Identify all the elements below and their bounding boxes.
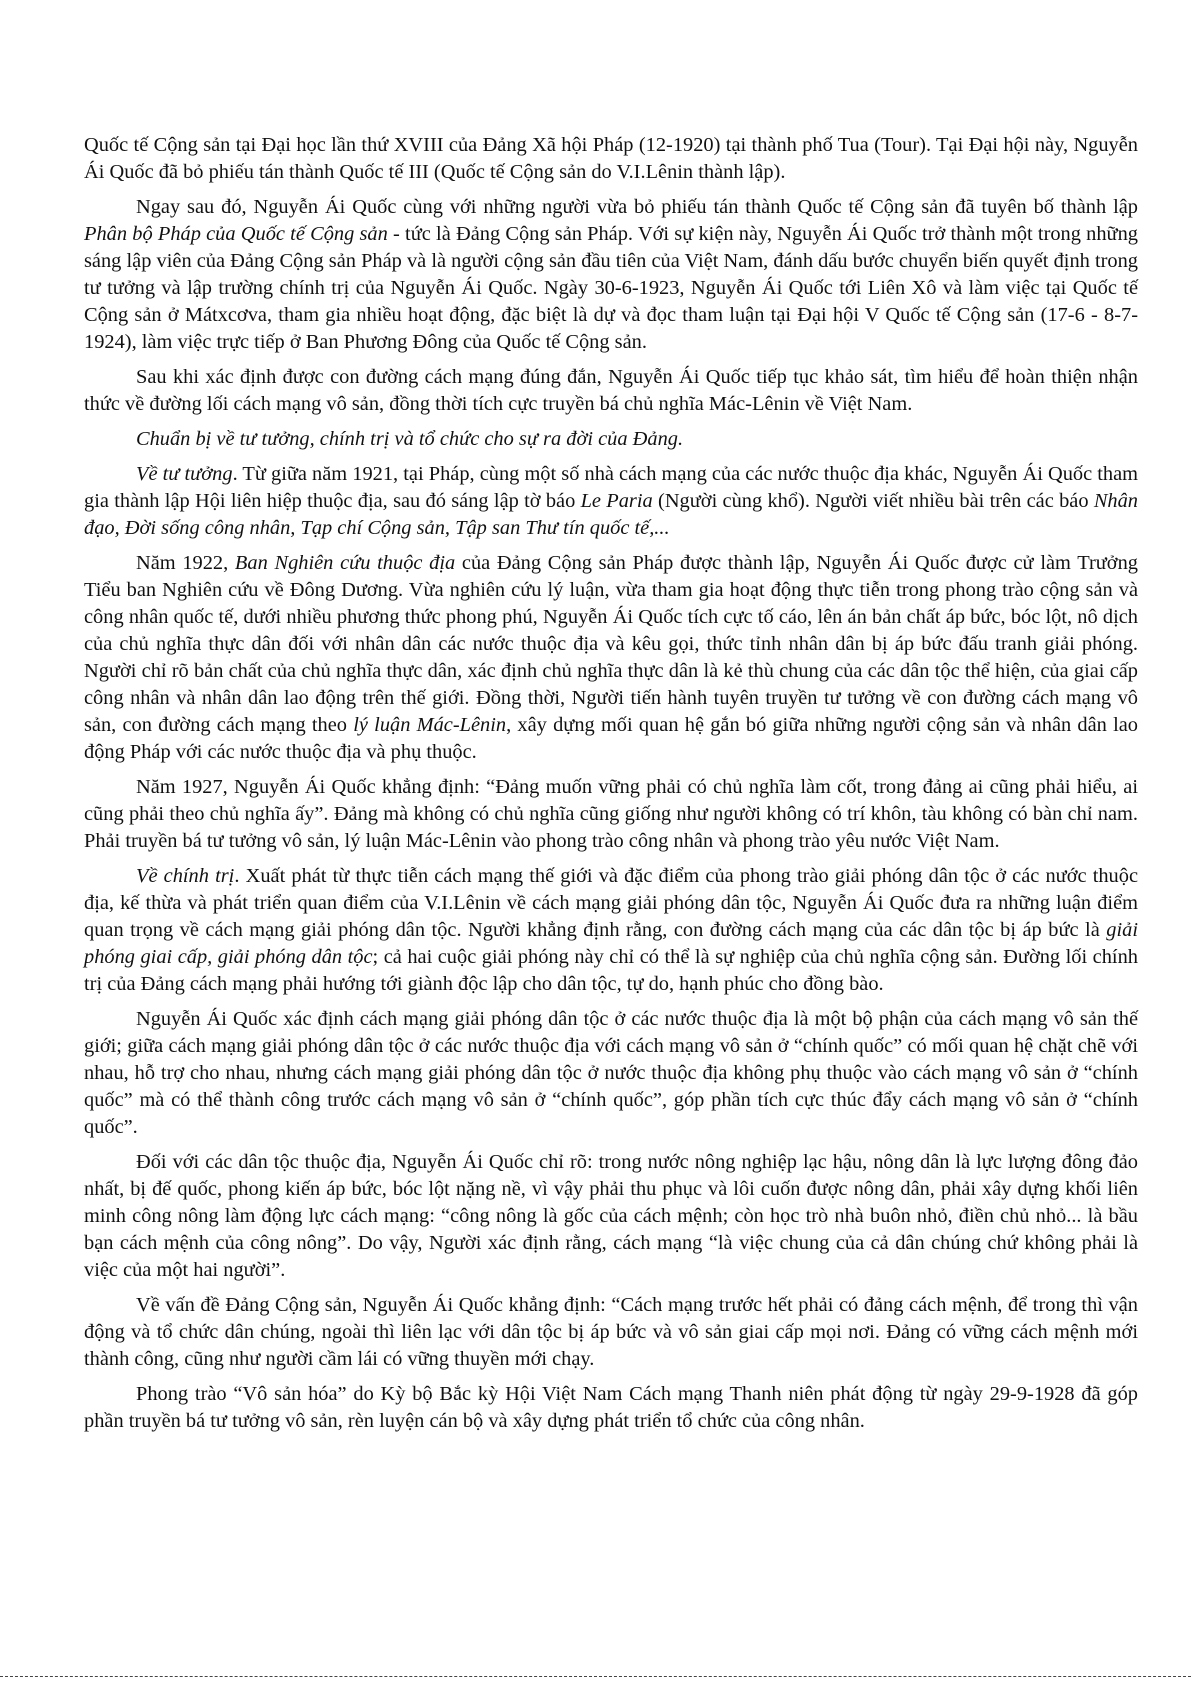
text-run: Năm 1922, [136, 552, 235, 574]
body-paragraph [84, 1149, 1138, 1284]
body-paragraph [84, 194, 1138, 356]
text-run: Ngay sau đó, Nguyễn Ái Quốc cùng với những người vừa bỏ phiếu tán thành Quốc tế Cộng sản đã tuyên bố thành lập [136, 196, 1138, 218]
text-run: ; cả hai cuộc giải phóng này chỉ có thể là sự nghiệp của chủ nghĩa cộng sản. Đường lối chính trị của Đảng cách mạng phải hướng tới giành độc lập cho dân tộc, tự do, hạnh phúc cho đồng bào. [84, 946, 1138, 995]
text-run: Về vấn đề Đảng Cộng sản, Nguyễn Ái Quốc khẳng định: “Cách mạng trước hết phải có đảng cách mệnh, để trong thì vận động và tổ chức dân chúng, ngoài thì liên lạc với dân tộc bị áp bức và vô sản giai cấp mọi nơi. Đảng có vững cách mệnh mới thành công, cũng như người cầm lái có vững thuyền mới chạy. [84, 1294, 1138, 1370]
text-run: . Từ giữa năm 1921, tại Pháp, cùng một số nhà cách mạng của các nước thuộc địa khác, Nguyễn Ái Quốc tham gia thành lập Hội liên hiệp thuộc địa, sau đó sáng lập tờ báo [84, 463, 1139, 512]
italic-text-run: Phân bộ Pháp của Quốc tế Cộng sản [84, 223, 388, 245]
body-paragraph [84, 1006, 1138, 1141]
italic-text-run: Về chính trị [136, 865, 235, 887]
body-paragraph [84, 364, 1138, 418]
text-run: Đối với các dân tộc thuộc địa, Nguyễn Ái Quốc chỉ rõ: trong nước nông nghiệp lạc hậu, nông dân là lực lượng đông đảo nhất, bị đế quốc, phong kiến áp bức, bóc lột nặng nề, vì vậy phải thu phục và lôi cuốn được nông dân, phải xây dựng khối liên minh công nông làm động lực cách mạng: “công nông là gốc của cách mệnh; còn học trò nhà buôn nhỏ, điền chủ nhỏ... là bầu bạn cách mệnh của công nông”. Do vậy, Người xác định rằng, cách mạng “là việc chung của cả dân chúng chứ không phải là việc của một hai người”. [84, 1151, 1138, 1281]
italic-text-run: Nhân đạo, Đời sống công nhân, Tạp chí Cộng sản, Tập san Thư tín quốc tế,... [84, 490, 1138, 539]
body-paragraph [84, 1292, 1138, 1373]
text-run: Nguyễn Ái Quốc xác định cách mạng giải phóng dân tộc ở các nước thuộc địa là một bộ phận của cách mạng vô sản thế giới; giữa cách mạng giải phóng dân tộc ở các nước thuộc địa với cách mạng vô sản ở “chính quốc” có mối quan hệ chặt chẽ với nhau, hỗ trợ cho nhau, nhưng cách mạng giải phóng dân tộc ở nước thuộc địa không phụ thuộc vào cách mạng vô sản ở “chính quốc” mà có thể thành công trước cách mạng vô sản ở “chính quốc”, góp phần tích cực thúc đẩy cách mạng vô sản ở “chính quốc”. [84, 1008, 1138, 1138]
italic-text-run: Ban Nghiên cứu thuộc địa [234, 552, 456, 574]
text-run: của Đảng Cộng sản Pháp được thành lập, Nguyễn Ái Quốc được cử làm Trưởng Tiểu ban Nghiên cứu về Đông Dương. Vừa nghiên cứu lý luận, vừa tham gia hoạt động thực tiễn trong phong trào cộng sản và công nhân quốc tế, dưới nhiều phương thức phong phú, Nguyễn Ái Quốc tích cực tố cáo, lên án bản chất áp bức, bóc lột, nô dịch của chủ nghĩa thực dân đối với nhân dân các nước thuộc địa và kêu gọi, thức tỉnh nhân dân bị áp bức đấu tranh giải phóng. Người chỉ rõ bản chất của chủ nghĩa thực dân, xác định chủ nghĩa thực dân là kẻ thù chung của các dân tộc thể hiện, của giai cấp công nhân và nhân dân lao động trên thế giới. Đồng thời, Người tiến hành tuyên truyền tư tưởng về con đường cách mạng vô sản, con đường cách mạng theo [84, 552, 1138, 736]
text-run: - tức là Đảng Cộng sản Pháp. Với sự kiện này, Nguyễn Ái Quốc trở thành một trong những sáng lập viên của Đảng Cộng sản Pháp và là người cộng sản đầu tiên của Việt Nam, đánh dấu bước chuyển biến quyết định trong tư tưởng và lập trường chính trị của Nguyễn Ái Quốc. Ngày 30-6-1923, Nguyễn Ái Quốc tới Liên Xô và làm việc tại Quốc tế Cộng sản ở Mátxcơva, tham gia nhiều hoạt động, đặc biệt là dự và đọc tham luận tại Đại hội V Quốc tế Cộng sản (17-6 - 8-7-1924), làm việc trực tiếp ở Ban Phương Đông của Quốc tế Cộng sản. [84, 223, 1138, 353]
body-paragraph [84, 774, 1138, 855]
italic-text-run: giải phóng giai cấp, giải phóng dân tộc [84, 919, 1138, 968]
text-run: . Xuất phát từ thực tiễn cách mạng thế giới và đặc điểm của phong trào giải phóng dân tộc ở các nước thuộc địa, kế thừa và phát triển quan điểm của V.I.Lênin về cách mạng giải phóng dân tộc, Nguyễn Ái Quốc đưa ra những luận điểm quan trọng về cách mạng giải phóng dân tộc. Người khẳng định rằng, con đường cách mạng của các dân tộc bị áp bức là [84, 865, 1138, 941]
body-paragraph [84, 863, 1138, 998]
footnote-divider [0, 1676, 1191, 1677]
body-paragraph [84, 132, 1138, 186]
text-run: (Người cùng khổ). Người viết nhiều bài trên các báo [652, 490, 1094, 512]
text-run: Năm 1927, Nguyễn Ái Quốc khẳng định: “Đảng muốn vững phải có chủ nghĩa làm cốt, trong đảng ai cũng phải hiểu, ai cũng phải theo chủ nghĩa ấy”. Đảng mà không có chủ nghĩa cũng giống như người không có trí khôn, tàu không có bàn chỉ nam. Phải truyền bá tư tưởng vô sản, lý luận Mác-Lênin vào phong trào công nhân và phong trào yêu nước Việt Nam. [84, 776, 1138, 852]
body-paragraph [84, 426, 1138, 453]
text-run: Phong trào “Vô sản hóa” do Kỳ bộ Bắc kỳ Hội Việt Nam Cách mạng Thanh niên phát động từ ngày 29-9-1928 đã góp phần truyền bá tư tưởng vô sản, rèn luyện cán bộ và xây dựng phát triển tổ chức của công nhân. [84, 1383, 1138, 1432]
text-run: , xây dựng mối quan hệ gắn bó giữa những người cộng sản và nhân dân lao động Pháp với các nước thuộc địa và phụ thuộc. [84, 714, 1138, 763]
body-paragraph [84, 461, 1138, 542]
text-run: Sau khi xác định được con đường cách mạng đúng đắn, Nguyễn Ái Quốc tiếp tục khảo sát, tìm hiểu để hoàn thiện nhận thức về đường lối cách mạng vô sản, đồng thời tích cực truyền bá chủ nghĩa Mác-Lênin về Việt Nam. [84, 366, 1138, 415]
italic-text-run: Chuẩn bị về tư tưởng, chính trị và tổ chức cho sự ra đời của Đảng. [136, 428, 684, 450]
document-body [84, 132, 1138, 1443]
body-paragraph [84, 1381, 1138, 1435]
italic-text-run: Về tư tưởng [136, 463, 233, 485]
italic-text-run: lý luận Mác-Lênin [353, 714, 507, 736]
italic-text-run: Le Paria [580, 490, 653, 512]
body-paragraph [84, 550, 1138, 766]
text-run: Quốc tế Cộng sản tại Đại học lần thứ XVIII của Đảng Xã hội Pháp (12-1920) tại thành phố Tua (Tour). Tại Đại hội này, Nguyễn Ái Quốc đã bỏ phiếu tán thành Quốc tế III (Quốc tế Cộng sản do V.I.Lênin thành lập). [84, 134, 1138, 183]
